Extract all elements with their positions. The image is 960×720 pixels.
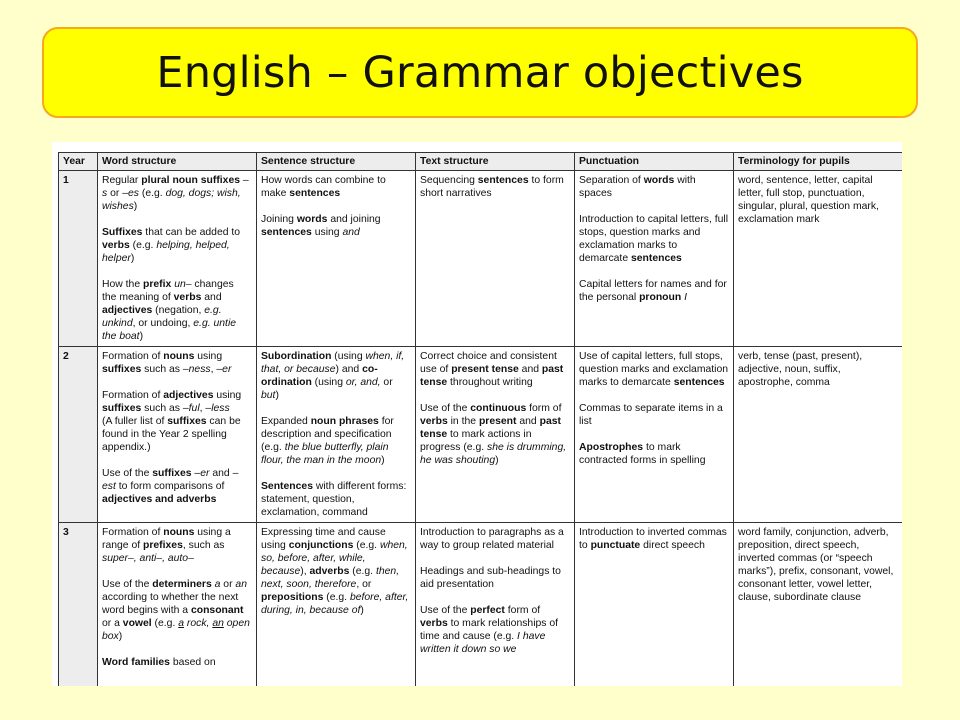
cell-paragraph: Expanded noun phrases for description and specification (e.g. the blue butterfly, plain flour, the man in the moon) [261,416,394,466]
year-cell: 2 [59,347,98,523]
cell-paragraph: Regular plural noun suffixes –s or –es (e.g. dog, dogs; wish, wishes) [102,175,249,212]
cell-paragraph: Capital letters for names and for the personal pronoun I [579,279,727,303]
punctuation-cell [575,523,734,687]
cell-paragraph: Expressing time and cause using conjunctions (e.g. when, so, before, after, while, because), adverbs (e.g. then, next, soon, therefore, or prepositions (e.g. before, after, during, in, because of) [261,527,409,616]
table-row [59,171,903,347]
cell-paragraph: Correct choice and consistent use of present tense and past tense throughout writing [420,351,564,388]
cell-paragraph: Formation of nouns using a range of prefixes, such as super–, anti–, auto– [102,527,231,564]
cell-paragraph: Introduction to paragraphs as a way to group related material [420,527,564,551]
slide-title: English – Grammar objectives [156,47,804,98]
cell-paragraph: Apostrophes to mark contracted forms in spelling [579,442,706,466]
sentence-structure-cell [257,171,416,347]
cell-paragraph: Subordination (using when, if, that, or because) and co-ordination (using or, and, or but) [261,351,405,401]
text-structure-cell [416,347,575,523]
sentence-structure-cell [257,347,416,523]
word-structure-cell [98,523,257,687]
cell-paragraph: Headings and sub-headings to aid presentation [420,566,561,590]
text-structure-cell [416,523,575,687]
cell-paragraph: Formation of nouns using suffixes such as –ness, –er [102,351,232,375]
cell-paragraph: Use of capital letters, full stops, question marks and exclamation marks to demarcate sentences [579,351,729,388]
cell-paragraph: word family, conjunction, adverb, preposition, direct speech, inverted commas (or “speech marks”), prefix, consonant, vowel, consonant letter, vowel letter, clause, subordinate clause [738,527,894,603]
cell-paragraph: Use of the suffixes –er and –est to form comparisons of adjectives and adverbs [102,468,239,505]
cell-paragraph: Joining words and joining sentences using and [261,214,381,238]
header-word-structure: Word structure [98,153,257,171]
terminology-cell [734,523,903,687]
header-punctuation: Punctuation [575,153,734,171]
cell-paragraph: Sequencing sentences to form short narratives [420,175,564,199]
year-cell: 1 [59,171,98,347]
cell-paragraph: Commas to separate items in a list [579,403,723,427]
cell-paragraph: Word families based on [102,657,216,668]
sentence-structure-cell [257,523,416,687]
objectives-sheet [52,142,902,686]
cell-paragraph: Formation of adjectives using suffixes such as –ful, –less (A fuller list of suffixes can be found in the Year 2 spelling appendix.) [102,390,242,453]
terminology-cell [734,347,903,523]
cell-paragraph: Separation of words with spaces [579,175,696,199]
punctuation-cell [575,171,734,347]
cell-paragraph: Sentences with different forms: statement, question, exclamation, command [261,481,407,518]
header-text-structure: Text structure [416,153,575,171]
cell-paragraph: Use of the determiners a or an according to whether the next word begins with a consonant or a vowel (e.g. a rock, an open box) [102,579,250,642]
word-structure-cell [98,347,257,523]
cell-paragraph: verb, tense (past, present), adjective, noun, suffix, apostrophe, comma [738,351,863,388]
header-terminology: Terminology for pupils [734,153,903,171]
cell-paragraph: Use of the continuous form of verbs in the present and past tense to mark actions in progress (e.g. she is drumming, he was shouting) [420,403,567,466]
punctuation-cell [575,347,734,523]
cell-paragraph: word, sentence, letter, capital letter, full stop, punctuation, singular, plural, question mark, exclamation mark [738,175,879,225]
cell-paragraph: Introduction to capital letters, full stops, question marks and exclamation marks to demarcate sentences [579,214,729,264]
cell-paragraph: Introduction to inverted commas to punctuate direct speech [579,527,727,551]
cell-paragraph: How words can combine to make sentences [261,175,386,199]
header-sentence-structure: Sentence structure [257,153,416,171]
cell-paragraph: How the prefix un– changes the meaning of verbs and adjectives (negation, e.g. unkind, or undoing, e.g. untie the boat) [102,279,237,342]
text-structure-cell [416,171,575,347]
table-row [59,523,903,687]
year-cell: 3 [59,523,98,687]
cell-paragraph: Suffixes that can be added to verbs (e.g. helping, helped, helper) [102,227,241,264]
title-banner [42,27,918,118]
grammar-objectives-table [58,152,902,686]
table-header-row [59,153,903,171]
terminology-cell [734,171,903,347]
table-row [59,347,903,523]
cell-paragraph: Use of the perfect form of verbs to mark relationships of time and cause (e.g. I have written it down so we [420,605,559,655]
header-year: Year [59,153,98,171]
word-structure-cell [98,171,257,347]
